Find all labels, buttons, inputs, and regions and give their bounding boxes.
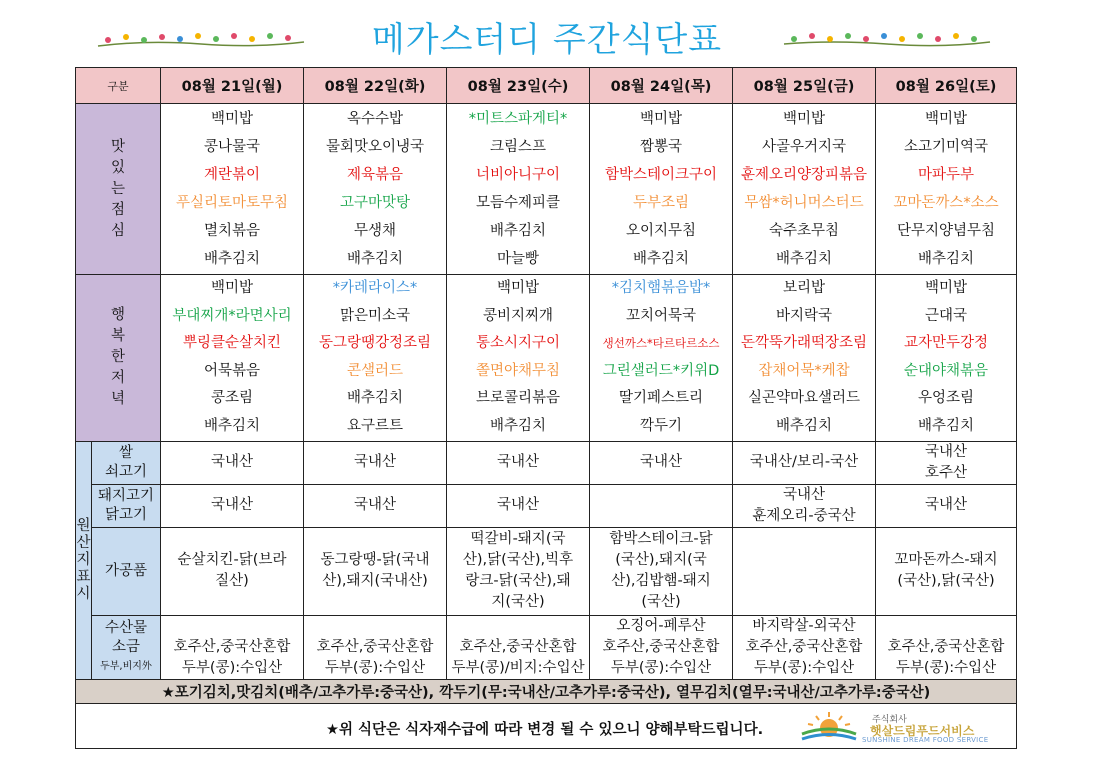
origin-cell — [161, 484, 304, 527]
menu-item: 백미밥 — [640, 111, 683, 127]
menu-item: 백미밥 — [211, 111, 254, 127]
origin-label-char: 표 — [76, 568, 91, 585]
origin-text: 두부(콩):수입산 — [610, 659, 712, 676]
day-header: 08월 21일(월) — [161, 68, 304, 104]
menu-item: 모듬수제피클 — [475, 195, 561, 211]
menu-item: 훈제오리양장피볶음 — [740, 167, 868, 183]
origin-text: 국내산 — [640, 454, 683, 471]
menu-item: 실곤약마요샐러드 — [747, 390, 861, 407]
origin-cell — [304, 484, 447, 527]
origin-cell — [447, 615, 590, 679]
notice-text: ★위 식단은 식자재수급에 따라 변경 될 수 있으니 양해부탁드립니다. — [326, 721, 764, 738]
meal-label-char: 맛 — [111, 138, 126, 155]
origin-text: 산),닭(국산),빅후 — [462, 552, 574, 569]
menu-item: 옥수수밥 — [347, 111, 404, 127]
day-header: 08월 23일(수) — [447, 68, 590, 104]
origin-text: 국내산 — [354, 454, 397, 471]
origin-text: (국산),닭(국산) — [897, 573, 995, 590]
menu-item: 뿌링클순살치킨 — [182, 335, 282, 352]
origin-text: 호주산,중국산혼합 — [745, 638, 863, 655]
menu-item: 배추김치 — [918, 417, 975, 434]
menu-item: 어묵볶음 — [204, 362, 261, 379]
menu-item: 백미밥 — [211, 280, 254, 296]
dinner-day-cell — [590, 275, 733, 442]
menu-item: 돈깍뚝가래떡장조림 — [740, 335, 868, 352]
day-header: 08월 22일(화) — [304, 68, 447, 104]
menu-item: 순대야채볶음 — [903, 362, 989, 379]
menu-item: 두부조림 — [633, 195, 690, 211]
dinner-day-cell — [876, 275, 1017, 442]
menu-item: 통소시지구이 — [475, 335, 561, 352]
meal-label-char: 점 — [111, 201, 126, 218]
menu-item: 콩나물국 — [204, 139, 261, 155]
notice-cell — [76, 703, 1017, 748]
origin-text: 호주산,중국산혼합 — [602, 638, 720, 655]
origin-text: 두부(콩):수입산 — [324, 659, 426, 676]
origin-text: 질산) — [215, 573, 249, 590]
menu-item: 배추김치 — [918, 251, 975, 267]
origin-cell — [876, 484, 1017, 527]
origin-category-text: 소금 — [112, 638, 141, 655]
menu-item: 너비아니구이 — [475, 167, 561, 183]
lunch-day-cell — [590, 104, 733, 275]
origin-text: 꼬마돈까스-돼지 — [894, 552, 998, 569]
menu-item: 사골우거지국 — [761, 139, 847, 155]
origin-label-char: 산 — [76, 534, 91, 551]
menu-item: 짬뽕국 — [640, 139, 683, 155]
origin-text: 국내산 — [211, 497, 254, 514]
notice-row — [76, 703, 1017, 748]
flower-garland-right-icon — [782, 28, 992, 52]
origin-text: 국내산 — [211, 454, 254, 471]
menu-item: 근대국 — [925, 307, 968, 324]
origin-cell — [733, 441, 876, 484]
menu-item: 동그랑땡강정조림 — [318, 335, 432, 352]
origin-cell — [161, 527, 304, 615]
origin-text: 국내산/보리-국산 — [749, 454, 859, 471]
menu-item: 배추김치 — [347, 390, 404, 407]
menu-item: 백미밥 — [497, 280, 540, 296]
menu-item: 브로콜리볶음 — [475, 390, 561, 407]
origin-text: 지(국산) — [491, 594, 545, 611]
weekly-menu-table — [75, 67, 1017, 749]
origin-text: 국내산 — [497, 497, 540, 514]
meal-label-char: 한 — [111, 349, 126, 366]
menu-item: 멸치볶음 — [204, 223, 261, 239]
origin-category-text: 두부,비지外 — [100, 660, 152, 672]
menu-item: 잡채어묵*케찹 — [758, 362, 850, 379]
origin-text: 두부(콩):수입산 — [895, 659, 997, 676]
lunch-day-cell — [447, 104, 590, 275]
menu-item: *김치햄볶음밥* — [611, 280, 711, 296]
origin-row — [76, 441, 1017, 484]
origin-row — [76, 615, 1017, 679]
origin-label-char: 시 — [76, 585, 91, 602]
menu-item: 꼬치어묵국 — [625, 307, 697, 324]
menu-item: 요구르트 — [347, 417, 404, 434]
header-corner: 구분 — [76, 68, 161, 104]
origin-text: 산),돼지(국내산) — [322, 573, 428, 590]
day-header: 08월 26일(토) — [876, 68, 1017, 104]
menu-item: 배추김치 — [490, 223, 547, 239]
origin-cell — [161, 441, 304, 484]
origin-text: 국내산 — [354, 497, 397, 514]
origin-text: 바지락살-외국산 — [752, 617, 856, 634]
dinner-row — [76, 275, 1017, 442]
company-logo — [800, 710, 1012, 744]
origin-cell — [733, 527, 876, 615]
origin-label-char: 원 — [76, 517, 91, 534]
menu-item: 푸실리토마토무침 — [175, 195, 289, 211]
menu-item: 함박스테이크구이 — [604, 167, 718, 183]
menu-item: 계란볶이 — [204, 167, 261, 183]
origin-text: 호주산,중국산혼합 — [173, 638, 291, 655]
origin-category-text: 쇠고기 — [104, 463, 148, 480]
logo-english-name: SUNSHINE DREAM FOOD SERVICE — [862, 735, 989, 744]
meal-label-char: 녁 — [111, 391, 126, 408]
origin-text: 함박스테이크-닭 — [609, 531, 713, 548]
origin-cell — [590, 615, 733, 679]
origin-category-text: 수산물 — [104, 619, 148, 636]
origin-label-char: 지 — [76, 551, 91, 568]
header-row — [76, 68, 1017, 104]
origin-cell — [447, 527, 590, 615]
origin-text: 국내산 — [925, 443, 968, 460]
origin-text: 두부(콩)/비지:수입산 — [451, 659, 585, 676]
origin-cell — [447, 441, 590, 484]
origin-text: 국내산 — [783, 486, 826, 503]
menu-item: 오이지무침 — [625, 223, 697, 239]
origin-cell — [733, 484, 876, 527]
menu-item: 우엉조림 — [918, 390, 975, 407]
origin-text: 오징어-페루산 — [616, 617, 706, 634]
menu-item: 콘샐러드 — [347, 362, 404, 379]
lunch-row — [76, 104, 1017, 275]
origin-cell — [161, 615, 304, 679]
menu-item: 생선까스*타르타르소스 — [602, 336, 720, 351]
menu-item: 꼬마돈까스*소스 — [893, 195, 999, 211]
origin-category — [92, 484, 161, 527]
meal-label-char: 저 — [111, 370, 126, 387]
menu-item: 물회맛오이냉국 — [325, 139, 425, 155]
lunch-label — [76, 104, 161, 275]
origin-text: 동그랑땡-닭(국내 — [320, 552, 430, 569]
origin-text: 국내산 — [925, 497, 968, 514]
logo-small-text: 주식회사 — [872, 714, 907, 725]
sun-logo-icon — [800, 710, 858, 744]
menu-item: 마늘빵 — [497, 251, 540, 267]
meal-label-char: 는 — [111, 180, 126, 197]
dinner-day-cell — [447, 275, 590, 442]
origin-text: 호주산,중국산혼합 — [459, 638, 577, 655]
menu-item: *카레라이스* — [332, 280, 418, 296]
dinner-day-cell — [161, 275, 304, 442]
menu-item: 마파두부 — [918, 167, 975, 183]
origin-text: 호주산,중국산혼합 — [887, 638, 1005, 655]
menu-item: 고구마맛탕 — [339, 195, 411, 211]
origin-category — [92, 527, 161, 615]
menu-item: 크림스프 — [490, 139, 547, 155]
lunch-day-cell — [876, 104, 1017, 275]
menu-item: 배추김치 — [633, 251, 690, 267]
menu-item: 제육볶음 — [347, 167, 404, 183]
origin-text: 산),김밥햄-돼지 — [611, 573, 711, 590]
meal-label-char: 행 — [111, 307, 126, 324]
day-header: 08월 24일(목) — [590, 68, 733, 104]
menu-item: 쫄면야채무침 — [475, 362, 561, 379]
origin-group-label — [76, 441, 92, 679]
origin-cell — [590, 527, 733, 615]
menu-item: 바지락국 — [776, 307, 833, 324]
origin-category — [92, 615, 161, 679]
origin-cell — [304, 441, 447, 484]
origin-cell — [876, 441, 1017, 484]
origin-category — [92, 441, 161, 484]
origin-category-text: 가공품 — [104, 562, 148, 579]
menu-item: 배추김치 — [204, 417, 261, 434]
origin-cell — [590, 441, 733, 484]
menu-item: 소고기미역국 — [903, 139, 989, 155]
origin-text: 랑크-닭(국산),돼 — [465, 573, 571, 590]
menu-item: 맑은미소국 — [339, 307, 411, 324]
menu-item: *미트스파게티* — [468, 111, 568, 127]
lunch-day-cell — [304, 104, 447, 275]
menu-item: 배추김치 — [204, 251, 261, 267]
kimchi-row — [76, 679, 1017, 703]
page-title: 메가스터디 주간식단표 — [371, 20, 723, 60]
menu-item: 교자만두강정 — [903, 335, 989, 352]
meal-label-char: 있 — [111, 159, 126, 176]
menu-item: 배추김치 — [776, 251, 833, 267]
menu-item: 콩조림 — [211, 390, 254, 407]
origin-text: 떡갈비-돼지(국 — [470, 531, 566, 548]
meal-label-char: 복 — [111, 328, 126, 345]
origin-text: 훈제오리-중국산 — [752, 507, 856, 524]
menu-item: 딸기페스트리 — [618, 390, 704, 407]
origin-text: (국산),돼지(국 — [615, 552, 707, 569]
menu-item: 그린샐러드*키위D — [602, 362, 720, 379]
menu-item: 콩비지찌개 — [482, 307, 554, 324]
lunch-day-cell — [733, 104, 876, 275]
menu-item: 숙주초무침 — [768, 223, 840, 239]
origin-cell — [733, 615, 876, 679]
menu-item: 무쌈*허니머스터드 — [744, 195, 864, 211]
dinner-label — [76, 275, 161, 442]
origin-cell — [304, 527, 447, 615]
menu-item: 무생채 — [354, 223, 397, 239]
menu-item: 백미밥 — [783, 111, 826, 127]
origin-category-text: 돼지고기 — [97, 487, 155, 504]
menu-item: 단무지양념무침 — [896, 223, 996, 239]
origin-text: 순살치킨-닭(브라 — [177, 552, 287, 569]
origin-category-text: 닭고기 — [104, 506, 148, 523]
origin-text: 두부(콩):수입산 — [181, 659, 283, 676]
origin-text: 호주산,중국산혼합 — [316, 638, 434, 655]
menu-item: 백미밥 — [925, 280, 968, 296]
menu-item: 배추김치 — [490, 417, 547, 434]
logo-name: 햇살드림푸드서비스 — [870, 723, 975, 738]
origin-text — [447, 616, 589, 637]
origin-category-text: 쌀 — [119, 444, 134, 461]
lunch-day-cell — [161, 104, 304, 275]
origin-row — [76, 484, 1017, 527]
origin-cell — [304, 615, 447, 679]
day-header: 08월 25일(금) — [733, 68, 876, 104]
origin-cell — [876, 527, 1017, 615]
origin-text: (국산) — [641, 594, 681, 611]
origin-text: 호주산 — [925, 464, 968, 481]
menu-item: 부대찌개*라면사리 — [172, 307, 292, 324]
menu-item: 보리밥 — [783, 280, 826, 296]
meal-label-char: 심 — [111, 222, 126, 239]
origin-text: 두부(콩):수입산 — [753, 659, 855, 676]
menu-item: 백미밥 — [925, 111, 968, 127]
origin-cell — [590, 484, 733, 527]
menu-item: 배추김치 — [347, 251, 404, 267]
origin-text — [876, 616, 1016, 637]
menu-item: 깍두기 — [640, 417, 683, 434]
dinner-day-cell — [733, 275, 876, 442]
kimchi-origin-note: ★포기김치,맛김치(배추/고추가루:중국산), 깍두기(무:국내산/고추가루:중국산), 열무김치(열무:국내산/고추가루:중국산) — [76, 679, 1017, 703]
menu-item: 배추김치 — [776, 417, 833, 434]
origin-cell — [447, 484, 590, 527]
dinner-day-cell — [304, 275, 447, 442]
origin-text — [161, 616, 303, 637]
origin-text — [304, 616, 446, 637]
origin-cell — [876, 615, 1017, 679]
origin-row — [76, 527, 1017, 615]
origin-text: 국내산 — [497, 454, 540, 471]
